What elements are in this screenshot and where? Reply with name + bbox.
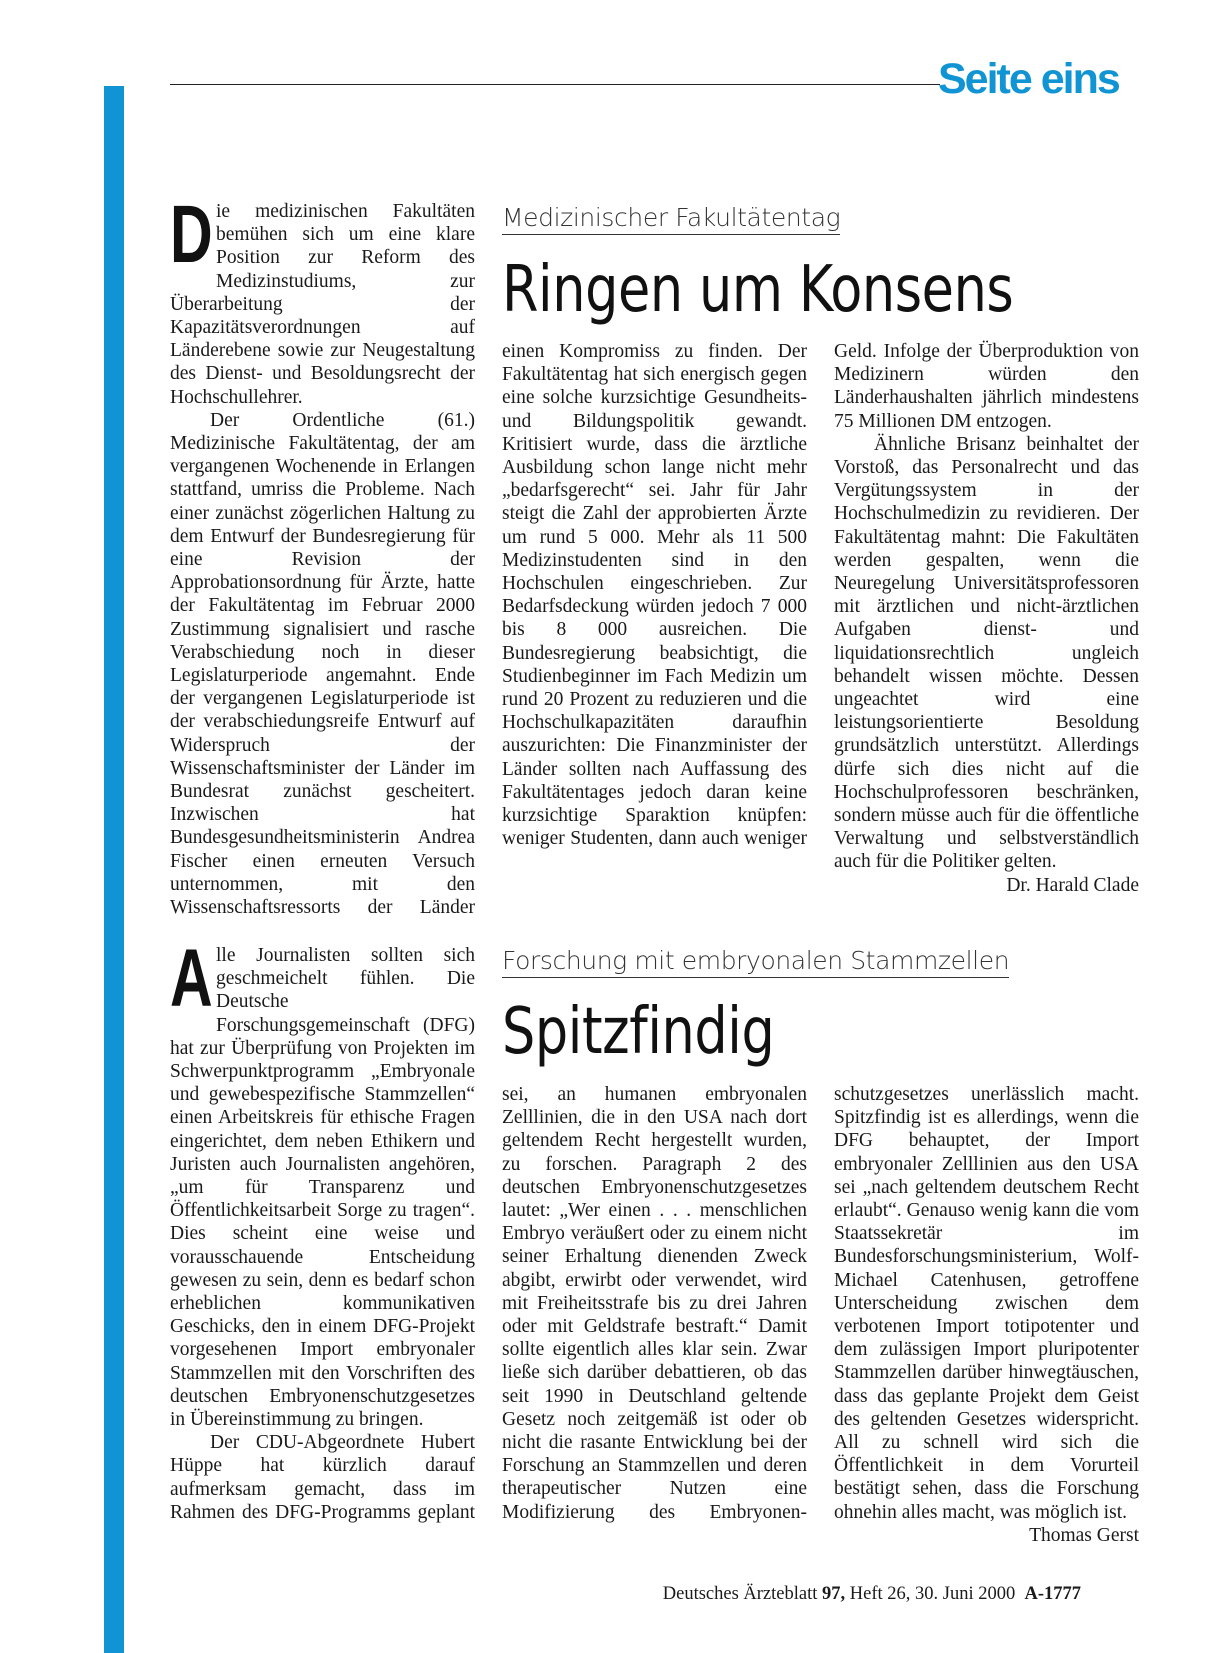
article1-col1-para1: ie medizinischen Fakultäten bemühen sich um eine klare Position zur Reform des Medizinstudiums, zur Überarbeitung der Kapazitätsverordnungen auf Länderebene sowie zur Neugestaltung des Dienst- und Besoldungsrecht der Hochschullehrer. [170, 201, 475, 408]
side-accent-bar [104, 86, 124, 1653]
article1-column-1 [170, 189, 475, 919]
footer-volume: 97, [822, 1584, 846, 1604]
footer-page-number: A-1777 [1024, 1584, 1081, 1604]
article2-column-2 [502, 1083, 807, 1524]
header-rule [170, 84, 940, 85]
article2-column-1 [170, 933, 475, 1524]
article2-kicker: Forschung mit embryonalen Stammzellen [502, 948, 1009, 978]
article2-author: Thomas Gerst [1029, 1524, 1139, 1546]
article1-col3-para1: Geld. Infolge der Überproduktion von Medizinern würden den Länderhaushalten jährlich mindestens 75 Millionen DM entzogen. [834, 341, 1139, 432]
article1-col1-para2: Der Ordentliche (61.) Medizinische Fakultätentag, der am vergangenen Wochenende in Erlangen stattfand, umriss die Probleme. Nach einer zunächst zögerlichen Haltung zu dem Entwurf der Bundesregierung für eine Revision der Approbationsordnung für Ärzte, hatte der Fakultätentag im Februar 2000 Zustimmung signalisiert und rasche Verabschiedung noch in dieser Legislaturperiode angemahnt. Ende der vergangenen Legislaturperiode ist der verabschiedungsreife Entwurf auf Widerspruch der Wissenschaftsminister der Länder im Bundesrat zunächst gescheitert. Inzwischen hat Bundesgesundheitsministerin Andrea Fischer einen erneuten Versuch unternommen, mit den Wissenschaftsressorts der Länder [170, 409, 475, 919]
article1-headline: Ringen um Konsens [502, 253, 1014, 327]
article2-headline: Spitzfindig [502, 995, 775, 1069]
article1-column-3 [834, 340, 1139, 897]
article2-col2-para1: sei, an humanen embryonalen Zelllinien, die in den USA nach dort geltendem Recht hergestellt wurden, zu forschen. Paragraph 2 des deutschen Embryonenschutzgesetzes lautet: „Wer einen . . . menschlichen Embryo veräußert oder zu einem nicht seiner Erhaltung dienenden Zweck abgibt, erwirbt oder verwendet, wird mit Freiheitsstrafe bis zu drei Jahren oder mit Geldstrafe bestraft.“ Damit sollte eigentlich alles klar sein. Zwar ließe sich darüber debattieren, ob das seit 1990 in Deutschland geltende Gesetz noch zeitgemäß ist oder ob nicht die rasante Entwicklung bei der Forschung an Stammzellen und deren therapeutischer Nutzen eine Modifizierung des Embryonen- [502, 1084, 807, 1523]
article1-author: Dr. Harald Clade [1006, 874, 1139, 896]
article1-kicker: Medizinischer Fakultätentag [502, 205, 840, 235]
article2-column-3 [834, 1083, 1139, 1547]
article2-col3-para1: schutzgesetzes unerlässlich macht. Spitzfindig ist es allerdings, wenn die DFG behauptet, der Import embryonaler Zelllinien aus den USA sei „nach geltendem deutschem Recht erlaubt“. Genauso wenig kann die vom Staatssekretär im Bundesforschungsministerium, Wolf-Michael Catenhusen, getroffene Unterscheidung zwischen dem verbotenen Import totipotenter und dem zulässigen Import pluripotenter Stammzellen darüber hinwegtäuschen, dass das geplante Projekt dem Geist des geltenden Gesetzes widerspricht. All zu schnell wird sich die Öffentlichkeit in dem Vorurteil bestätigt sehen, dass die Forschung ohnehin alles macht, was möglich ist. [834, 1084, 1139, 1523]
page-footer [663, 1584, 1081, 1605]
footer-journal: Deutsches Ärzteblatt [662, 1584, 818, 1604]
article1-column-2 [502, 340, 807, 850]
footer-issue: Heft 26, 30. Juni 2000 [849, 1584, 1016, 1604]
article1-col3-para2: Ähnliche Brisanz beinhaltet der Vorstoß, das Personalrecht und das Vergütungssystem in der Hochschulmedizin zu revidieren. Der Fakultätentag mahnt: Die Fakultäten werden gespalten, wenn die Neuregelung Universitätsprofessoren mit ärztlichen und nicht-ärztlichen Aufgaben dienst- und liquidationsrechtlich ungleich behandelt wissen möchte. Dessen ungeachtet wird eine leistungsorientierte Besoldung grundsätzlich unterstützt. Allerdings dürfe sich dies nicht auf die Hochschulprofessoren beschränken, sondern müsse auch für die öffentliche Verwaltung und selbstverständlich auch für die Politiker gelten. [834, 433, 1139, 873]
article2-dropcap: A [170, 933, 213, 1024]
article2-col1-para2: Der CDU-Abgeordnete Hubert Hüppe hat kürzlich darauf aufmerksam gemacht, dass im Rahmen des DFG-Programms geplant [170, 1432, 475, 1523]
article1-dropcap: D [170, 189, 213, 280]
article2-col1-para1: lle Journalisten sollten sich geschmeichelt fühlen. Die Deutsche Forschungsgemeinschaft (DFG) hat zur Überprüfung von Projekten im Schwerpunktprogramm „Embryonale und gewebespezifische Stammzellen“ einen Arbeitskreis für ethische Fragen eingerichtet, dem neben Ethikern und Juristen auch Journalisten angehören, „um für Transparenz und Öffentlichkeitsarbeit Sorge zu tragen“. Dies scheint eine weise und vorausschauende Entscheidung gewesen zu sein, denn es bedarf schon erheblichen kommunikativen Geschicks, den in einem DFG-Projekt vorgesehenen Import embryonaler Stammzellen mit den Vorschriften des deutschen Embryonenschutzgesetzes in Übereinstimmung zu bringen. [170, 945, 475, 1431]
section-title: Seite eins [938, 55, 1119, 103]
article1-col2-para1: einen Kompromiss zu finden. Der Fakultätentag hat sich energisch gegen eine solche kurzsichtige Gesundheits- und Bildungspolitik gewandt. Kritisiert wurde, dass die ärztliche Ausbildung schon lange nicht mehr „bedarfsgerecht“ sei. Jahr für Jahr steigt die Zahl der approbierten Ärzte um rund 5 000. Mehr als 11 500 Medizinstudenten sind in den Hochschulen eingeschrieben. Zur Bedarfsdeckung würden jedoch 7 000 bis 8 000 ausreichen. Die Bundesregierung beabsichtigt, die Studienbeginner im Fach Medizin um rund 20 Prozent zu reduzieren und die Hochschulkapazitäten daraufhin auszurichten: Die Finanzminister der Länder sollten nach Auffassung des Fakultätentages jedoch daran keine kurzsichtige Sparaktion knüpfen: weniger Studenten, dann auch weniger [502, 341, 807, 850]
